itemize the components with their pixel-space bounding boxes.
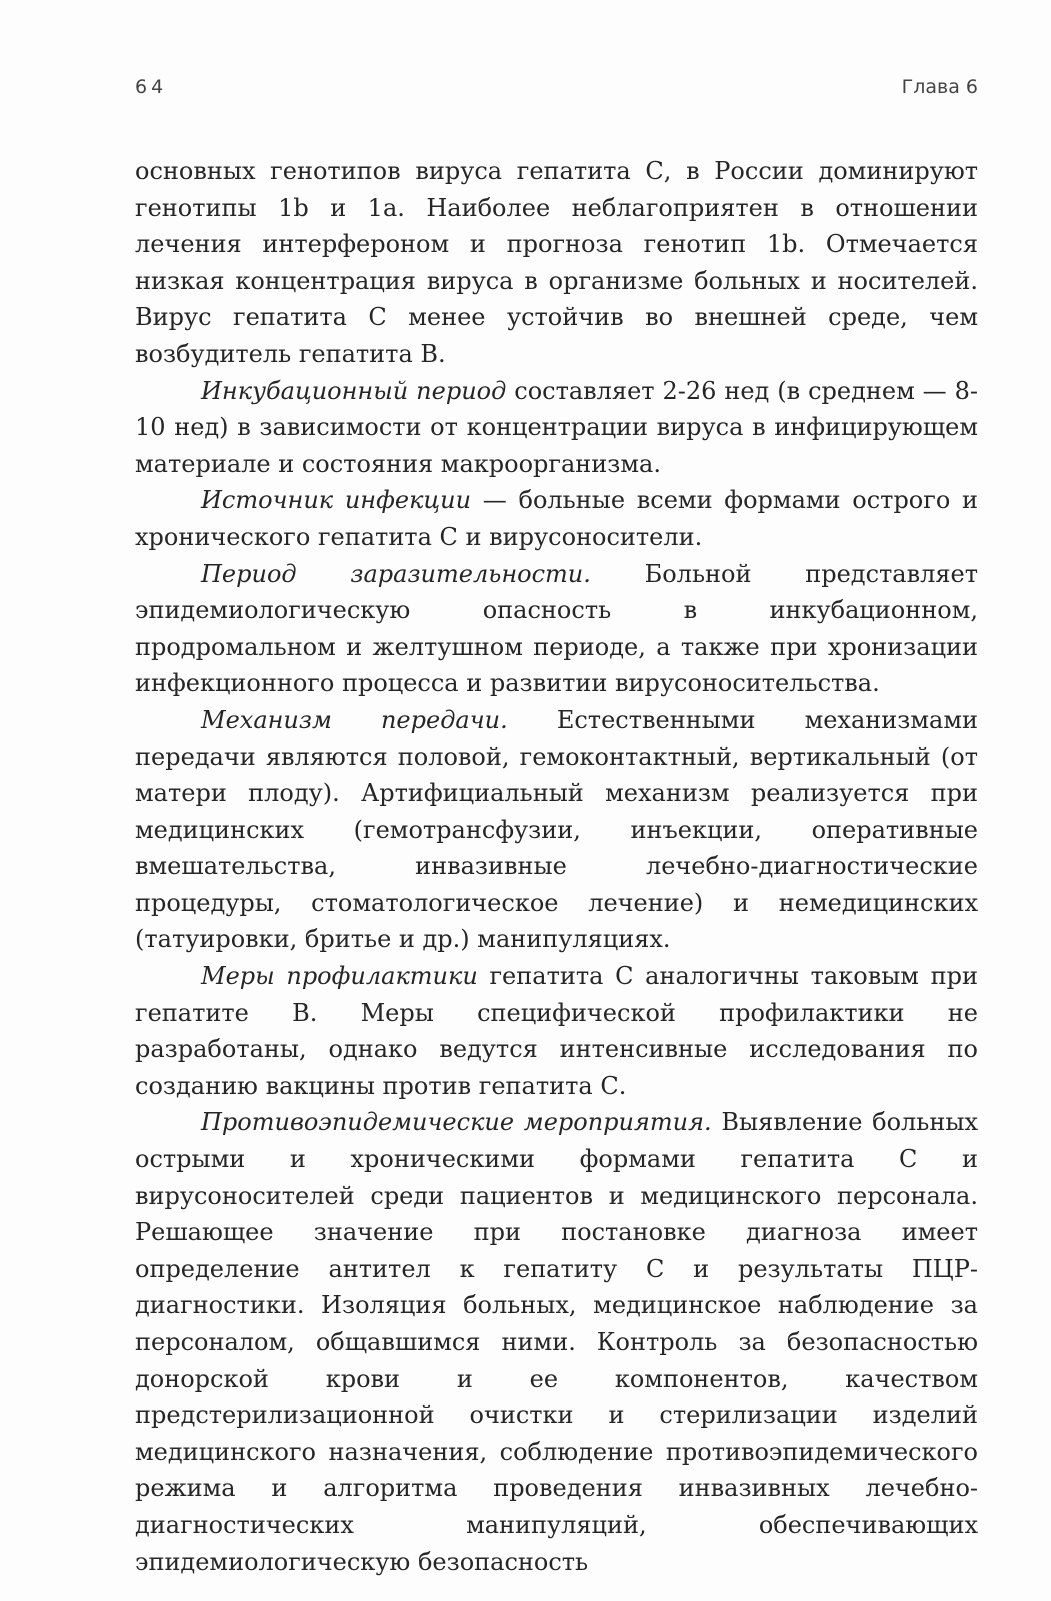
paragraph-text: Естественными механизмами передачи являются половой, гемоконтактный, вертикальный (от матери плоду). Артифициальный механизм реализуется при медицинских (гемотрансфузии, инъекции, оперативные вмешательства, инвазивные лечебно-диагностические процедуры, стоматологическое лечение) и немедицинских (татуировки, бритье и др.) манипуляциях. — [135, 705, 978, 954]
paragraph-term: Источник инфекции — [201, 486, 472, 515]
paragraph-term: Меры профилактики — [201, 962, 478, 991]
paragraph-text: составляет 2-26 нед (в среднем — 8-10 нед) в зависимости от концентрации вируса в инфицирующем материале и состояния макроорганизма. — [135, 376, 978, 478]
page-number: 64 — [135, 76, 168, 98]
paragraph-text: Больной представляет эпидемиологическую опасность в инкубационном, продромальном и желтушном периоде, а также при хронизации инфекционного процесса и развитии вирусоносительства. — [135, 559, 978, 698]
paragraph-term: Противоэпидемические мероприятия. — [201, 1108, 712, 1137]
paragraph-antiepidemic-measures — [135, 1104, 978, 1580]
paragraph-term: Период заразительности. — [201, 559, 591, 588]
paragraph-term: Механизм передачи. — [201, 705, 508, 734]
paragraph-text: гепатита С аналогичны таковым при гепатите В. Меры специфической профилактики не разработаны, однако ведутся интенсивные исследования по созданию вакцины против гепатита С. — [135, 962, 978, 1100]
paragraph-infection-source — [135, 482, 978, 555]
paragraph-contagious-period — [135, 556, 978, 702]
running-head — [135, 76, 978, 106]
chapter-title: Глава 6 — [901, 76, 978, 98]
paragraph-text: — больные всеми формами острого и хронического гепатита С и вирусоносители. — [135, 486, 978, 551]
paragraph-term: Инкубационный период — [201, 376, 507, 405]
paragraph-incubation-period — [135, 373, 978, 483]
body-text — [135, 153, 978, 1580]
paragraph-prevention — [135, 958, 978, 1104]
paragraph-genotypes — [135, 153, 978, 373]
paragraph-transmission — [135, 702, 978, 958]
paragraph-text: основных генотипов вируса гепатита С, в России доминируют генотипы 1b и 1a. Наиболее неблагоприятен в отношении лечения интерфероном и прогноза генотип 1b. Отмечается низкая концентрация вируса в организме больных и носителей. Вирус гепатита С менее устойчив во внешней среде, чем возбудитель гепатита В. — [135, 157, 978, 368]
paragraph-text: Выявление больных острыми и хроническими формами гепатита С и вирусоносителей среди пациентов и медицинского персонала. Решающее значение при постановке диагноза имеет определение антител к гепатиту С и результаты ПЦР-диагностики. Изоляция больных, медицинское наблюдение за персоналом, общавшимся ними. Контроль за безопасностью донорской крови и ее компонентов, качеством предстерилизационной очистки и стерилизации изделий медицинского назначения, соблюдение противоэпидемического режима и алгоритма проведения инвазивных лечебно-диагностических манипуляций, обеспечивающих эпидемиологическую безопасность — [135, 1108, 979, 1576]
